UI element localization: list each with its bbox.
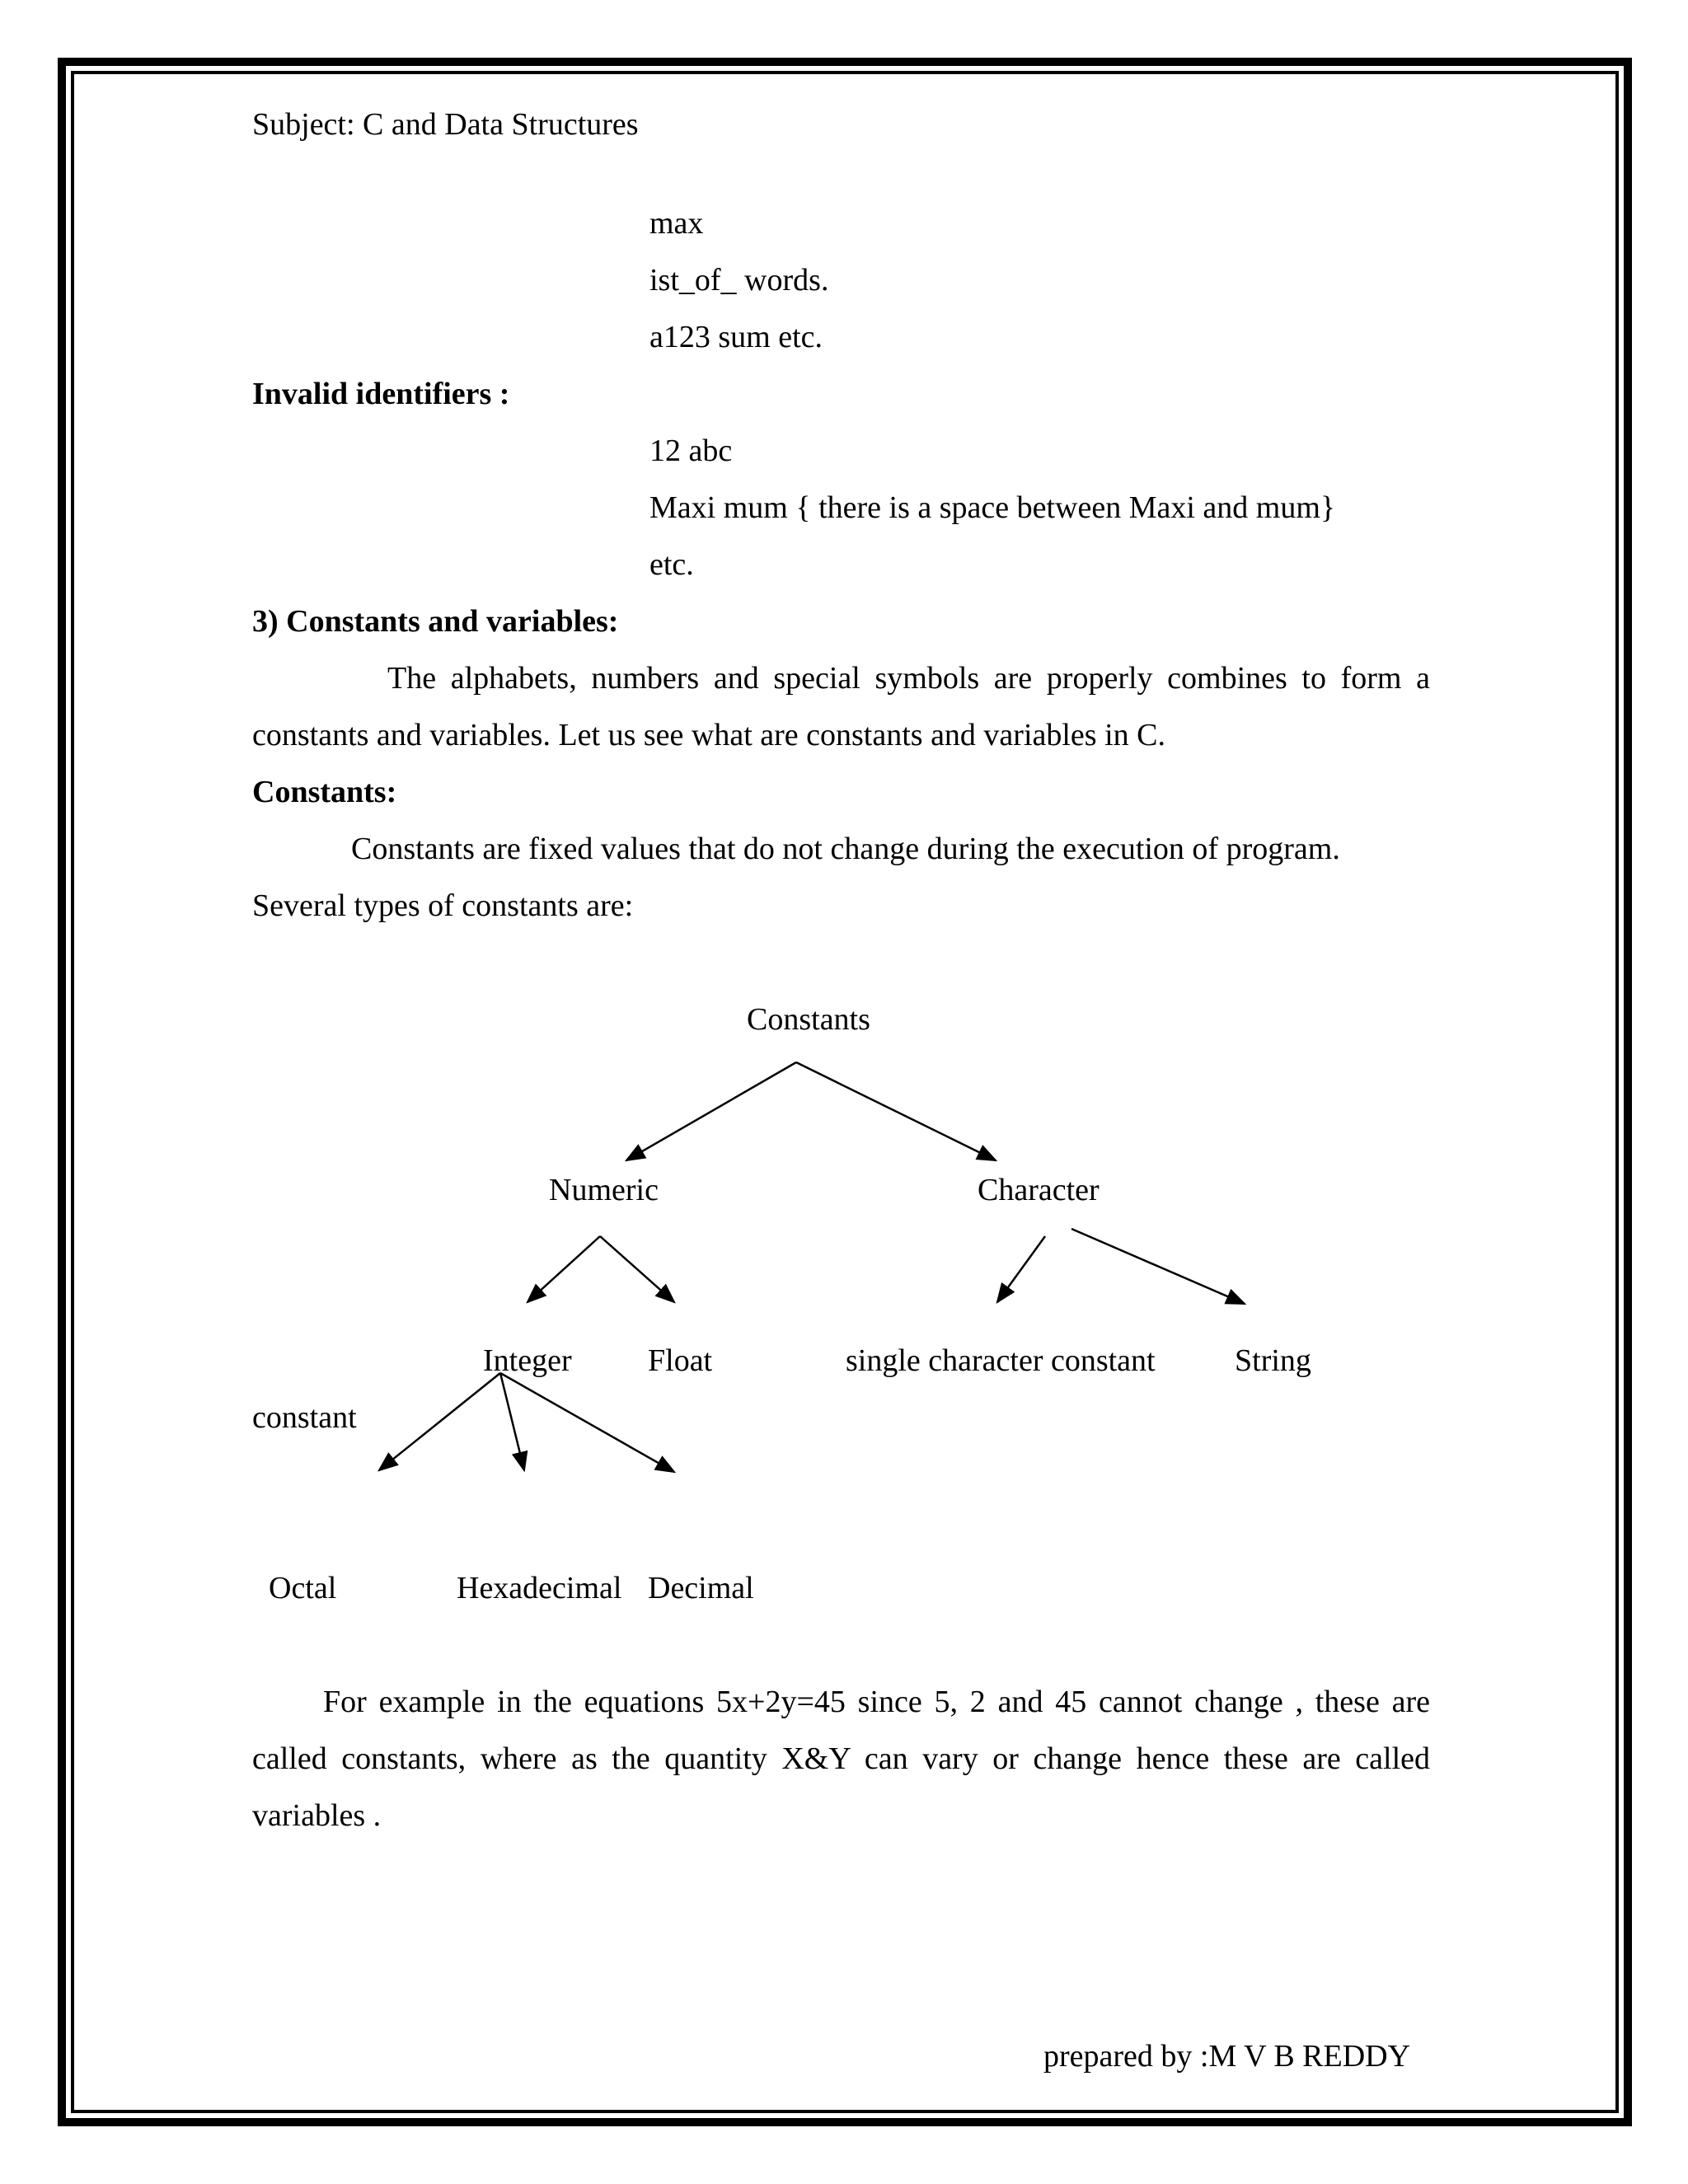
tree-node-numeric: Numeric bbox=[549, 1173, 659, 1207]
subject-header: Subject: C and Data Structures bbox=[252, 107, 639, 142]
tree-node-string: String bbox=[1235, 1343, 1311, 1378]
example-line3: variables . bbox=[252, 1798, 382, 1833]
tree-node-octal: Octal bbox=[269, 1571, 337, 1605]
constants-variables-heading: 3) Constants and variables: bbox=[252, 604, 619, 639]
example-line2: called constants, where as the quantity X&Y can vary or change hence these are called bbox=[252, 1741, 1430, 1776]
constants-variables-para-line2: constants and variables. Let us see what are constants and variables in C. bbox=[252, 718, 1165, 752]
tree-node-character: Character bbox=[978, 1173, 1100, 1207]
tree-node-constants: Constants bbox=[747, 1002, 870, 1037]
tree-node-float: Float bbox=[648, 1343, 713, 1378]
tree-node-constant-label: constant bbox=[252, 1400, 357, 1435]
example-line1: For example in the equations 5x+2y=45 since 5, 2 and 45 cannot change , these are bbox=[323, 1685, 1430, 1719]
valid-identifier-a123: a123 sum etc. bbox=[649, 320, 823, 354]
invalid-identifiers-heading: Invalid identifiers : bbox=[252, 377, 510, 411]
constants-definition: Constants are fixed values that do not change during the execution of program. bbox=[351, 832, 1340, 866]
tree-node-hexadecimal: Hexadecimal bbox=[457, 1571, 622, 1605]
invalid-identifier-etc: etc. bbox=[649, 547, 694, 582]
tree-node-single-character-constant: single character constant bbox=[846, 1343, 1156, 1378]
invalid-identifier-maxi-mum: Maxi mum { there is a space between Maxi and mum} bbox=[649, 490, 1336, 525]
valid-identifier-max: max bbox=[649, 206, 704, 241]
constants-heading: Constants: bbox=[252, 775, 397, 809]
invalid-identifier-12abc: 12 abc bbox=[649, 434, 733, 468]
constants-variables-para-line1: The alphabets, numbers and special symbols are properly combines to form a bbox=[387, 661, 1430, 696]
tree-node-decimal: Decimal bbox=[648, 1571, 754, 1605]
constants-types-intro: Several types of constants are: bbox=[252, 888, 634, 923]
valid-identifier-list-of-words: ist_of_ words. bbox=[649, 263, 829, 298]
prepared-by-footer: prepared by :M V B REDDY bbox=[1043, 2039, 1411, 2074]
tree-node-integer: Integer bbox=[483, 1343, 572, 1378]
